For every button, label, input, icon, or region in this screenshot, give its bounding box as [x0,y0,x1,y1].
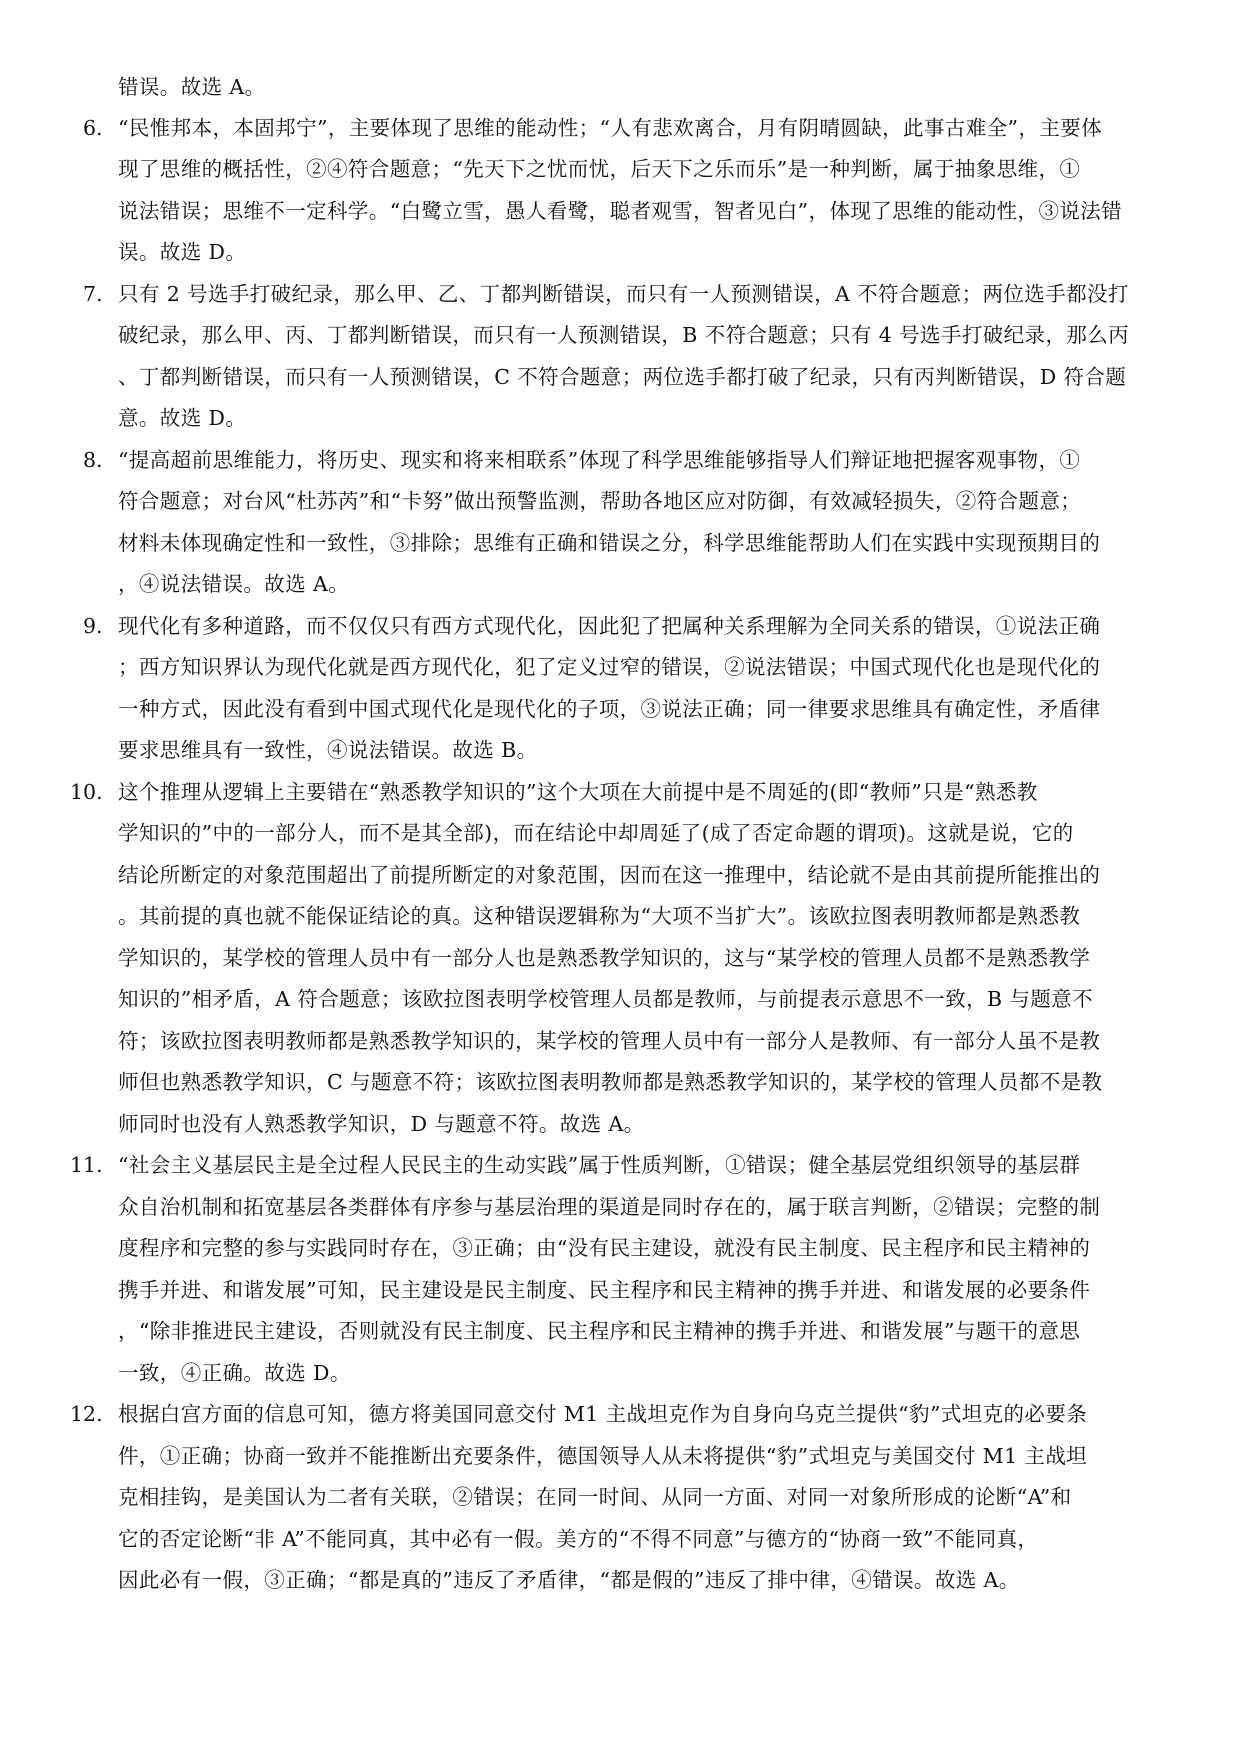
text-line: 克相挂钩，是美国认为二者有关联，②错误；在同一时间、从同一方面、对同一对象所形成的论断“A”和 [118,1485,1072,1509]
text-line: 师同时也没有人熟悉教学知识，D 与题意不符。故选 A。 [118,1112,645,1136]
text-line: 件，①正确；协商一致并不能推断出充要条件，德国领导人从未将提供“豹”式坦克与美国交付 M1 主战坦 [118,1444,1088,1468]
text-line: 根据白宫方面的信息可知，德方将美国同意交付 M1 主战坦克作为自身向乌克兰提供“豹”式坦克的必要条 [118,1402,1088,1426]
text-line: 要求思维具有一致性，④说法错误。故选 B。 [118,738,538,762]
question-number-11: 11. [70,1153,103,1177]
text-line: 知识的”相矛盾，A 符合题意；该欧拉图表明学校管理人员都是教师，与前提表示意思不一致，B 与题意不 [118,987,1093,1011]
text-line: 结论所断定的对象范围超出了前提所断定的对象范围，因而在这一推理中，结论就不是由其前提所能推出的 [118,863,1101,887]
text-line: 师但也熟悉教学知识，C 与题意不符；该欧拉图表明教师都是熟悉教学知识的，某学校的管理人员都不是教 [118,1070,1103,1094]
text-line: “提高超前思维能力，将历史、现实和将来相联系”体现了科学思维能够指导人们辩证地把握客观事物，① [118,448,1081,472]
text-line: 学知识的，某学校的管理人员中有一部分人也是熟悉教学知识的，这与“某学校的管理人员都不是熟悉教学 [118,946,1091,970]
text-line: 度程序和完整的参与实践同时存在，③正确；由“没有民主建设，就没有民主制度、民主程序和民主精神的 [118,1236,1091,1260]
text-line: 一种方式，因此没有看到中国式现代化是现代化的子项，③说法正确；同一律要求思维具有确定性，矛盾律 [118,697,1101,721]
text-line: 众自治机制和拓宽基层各类群体有序参与基层治理的渠道是同时存在的，属于联言判断，②错误；完整的制 [118,1195,1101,1219]
question-number-10: 10. [70,780,103,804]
text-line: 因此必有一假，③正确；“都是真的”违反了矛盾律，“都是假的”违反了排中律，④错误。故选 A。 [118,1568,1020,1592]
text-line: 现了思维的概括性，②④符合题意；“先天下之忧而忧，后天下之乐而乐”是一种判断，属于抽象思维，① [118,157,1081,181]
text-line: 误。故选 D。 [118,240,247,264]
text-line: 这个推理从逻辑上主要错在“熟悉教学知识的”这个大项在大前提中是不周延的(即“教师”只是“熟悉教 [118,780,1038,804]
text-line: 、丁都判断错误，而只有一人预测错误，C 不符合题意；两位选手都打破了纪录，只有丙判断错误，D 符合题 [118,365,1127,389]
text-line: 材料未体现确定性和一致性，③排除；思维有正确和错误之分，科学思维能帮助人们在实践中实现预期目的 [118,531,1101,555]
text-line: 。其前提的真也就不能保证结论的真。这种错误逻辑称为“大项不当扩大”。该欧拉图表明教师都是熟悉教 [118,904,1081,928]
text-line: 符；该欧拉图表明教师都是熟悉教学知识的，某学校的管理人员中有一部分人是教师、有一部分人虽不是教 [118,1029,1101,1053]
text-line: 现代化有多种道路，而不仅仅只有西方式现代化，因此犯了把属种关系理解为全同关系的错误，①说法正确 [118,614,1101,638]
question-number-9: 9. [83,614,103,638]
question-number-12: 12. [70,1402,103,1426]
question-number-8: 8. [83,448,103,472]
text-line: ；西方知识界认为现代化就是西方现代化，犯了定义过窄的错误，②说法错误；中国式现代化也是现代化的 [118,655,1101,679]
text-line: 说法错误；思维不一定科学。“白鹭立雪，愚人看鹭，聪者观雪，智者见白”，体现了思维的能动性，③说法错 [118,199,1123,223]
text-line: “民惟邦本，本固邦宁”，主要体现了思维的能动性；“人有悲欢离合，月有阴晴圆缺，此事古难全”，主要体 [118,116,1103,140]
question-number-7: 7. [83,282,103,306]
text-line: ，④说法错误。故选 A。 [118,572,350,596]
text-line: 携手并进、和谐发展”可知，民主建设是民主制度、民主程序和民主精神的携手并进、和谐发展的必要条件 [118,1278,1091,1302]
text-line: 意。故选 D。 [118,406,247,430]
text-line: 破纪录，那么甲、丙、丁都判断错误，而只有一人预测错误，B 不符合题意；只有 4 号选手打破纪录，那么丙 [118,323,1130,347]
text-line: 错误。故选 A。 [118,75,266,99]
text-line: 一致，④正确。故选 D。 [118,1361,351,1385]
text-line: 只有 2 号选手打破纪录，那么甲、乙、丁都判断错误，而只有一人预测错误，A 不符合题意；两位选手都没打 [118,282,1129,306]
question-number-6: 6. [83,116,103,140]
text-line: 符合题意；对台风“杜苏芮”和“卡努”做出预警监测，帮助各地区应对防御，有效减轻损失，②符合题意； [118,489,1082,513]
text-line: “社会主义基层民主是全过程人民民主的生动实践”属于性质判断，①错误；健全基层党组织领导的基层群 [118,1153,1081,1177]
text-line: ，“除非推进民主建设，否则就没有民主制度、民主程序和民主精神的携手并进、和谐发展”与题干的意思 [118,1319,1081,1343]
text-line: 它的否定论断“非 A”不能同真，其中必有一假。美方的“不得不同意”与德方的“协商一致”不能同真， [118,1527,1039,1551]
text-line: 学知识的”中的一部分人，而不是其全部)，而在结论中却周延了(成了否定命题的谓项)。这就是说，它的 [118,821,1074,845]
